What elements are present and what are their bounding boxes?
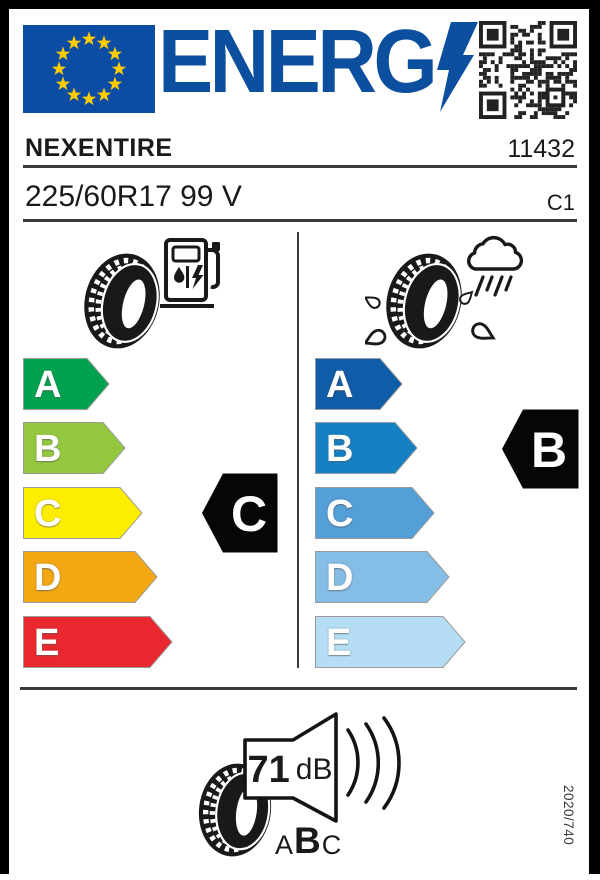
- class-letter: E: [326, 622, 352, 664]
- tire-with-fuel-pump-icon: [80, 228, 230, 355]
- tire-with-rain-cloud-icon: [365, 228, 545, 355]
- divider-line: [23, 219, 577, 222]
- eu-flag-icon: [23, 25, 155, 113]
- tire-size: 225/60R17 99 V: [25, 180, 242, 213]
- class-letter: A: [326, 364, 354, 406]
- wet-grip-rating-letter: B: [530, 422, 568, 478]
- sound-waves-icon: [348, 718, 399, 808]
- divider-line: [20, 687, 577, 690]
- noise-grade-b: B: [294, 820, 321, 861]
- class-letter: B: [326, 428, 354, 470]
- fuel-rating-indicator: [202, 473, 278, 553]
- noise-grade-letters: [275, 822, 341, 860]
- noise-value-box: [246, 744, 334, 796]
- lightning-bolt-icon: [430, 20, 480, 114]
- regulation-number: 2020/740: [561, 785, 576, 846]
- article-number: 11432: [507, 135, 575, 163]
- qr-code: [479, 21, 577, 119]
- noise-grade-c: C: [321, 830, 342, 860]
- center-divider: [297, 232, 299, 668]
- wet-grip-rating-indicator: [502, 409, 579, 489]
- frame-right: [589, 0, 600, 874]
- noise-value: 71: [247, 748, 290, 791]
- class-letter: C: [326, 493, 354, 535]
- noise-grade-a: A: [275, 830, 294, 860]
- fuel-rating-letter: C: [230, 486, 268, 542]
- class-letter: E: [34, 622, 60, 664]
- brand-name: NEXENTIRE: [25, 134, 173, 162]
- class-letter: D: [326, 557, 354, 599]
- frame-left: [0, 0, 9, 874]
- class-letter: C: [34, 493, 62, 535]
- divider-line: [23, 165, 577, 168]
- tire-class: C1: [546, 190, 575, 215]
- class-letter: D: [34, 557, 62, 599]
- frame-top: [0, 0, 600, 9]
- energ-logo-text: ENERG: [158, 12, 435, 112]
- fuel-pump-icon: [160, 240, 220, 306]
- noise-unit: dB: [295, 753, 333, 786]
- class-letter: B: [34, 428, 62, 470]
- rain-cloud-icon: [469, 238, 522, 295]
- class-letter: A: [34, 364, 62, 406]
